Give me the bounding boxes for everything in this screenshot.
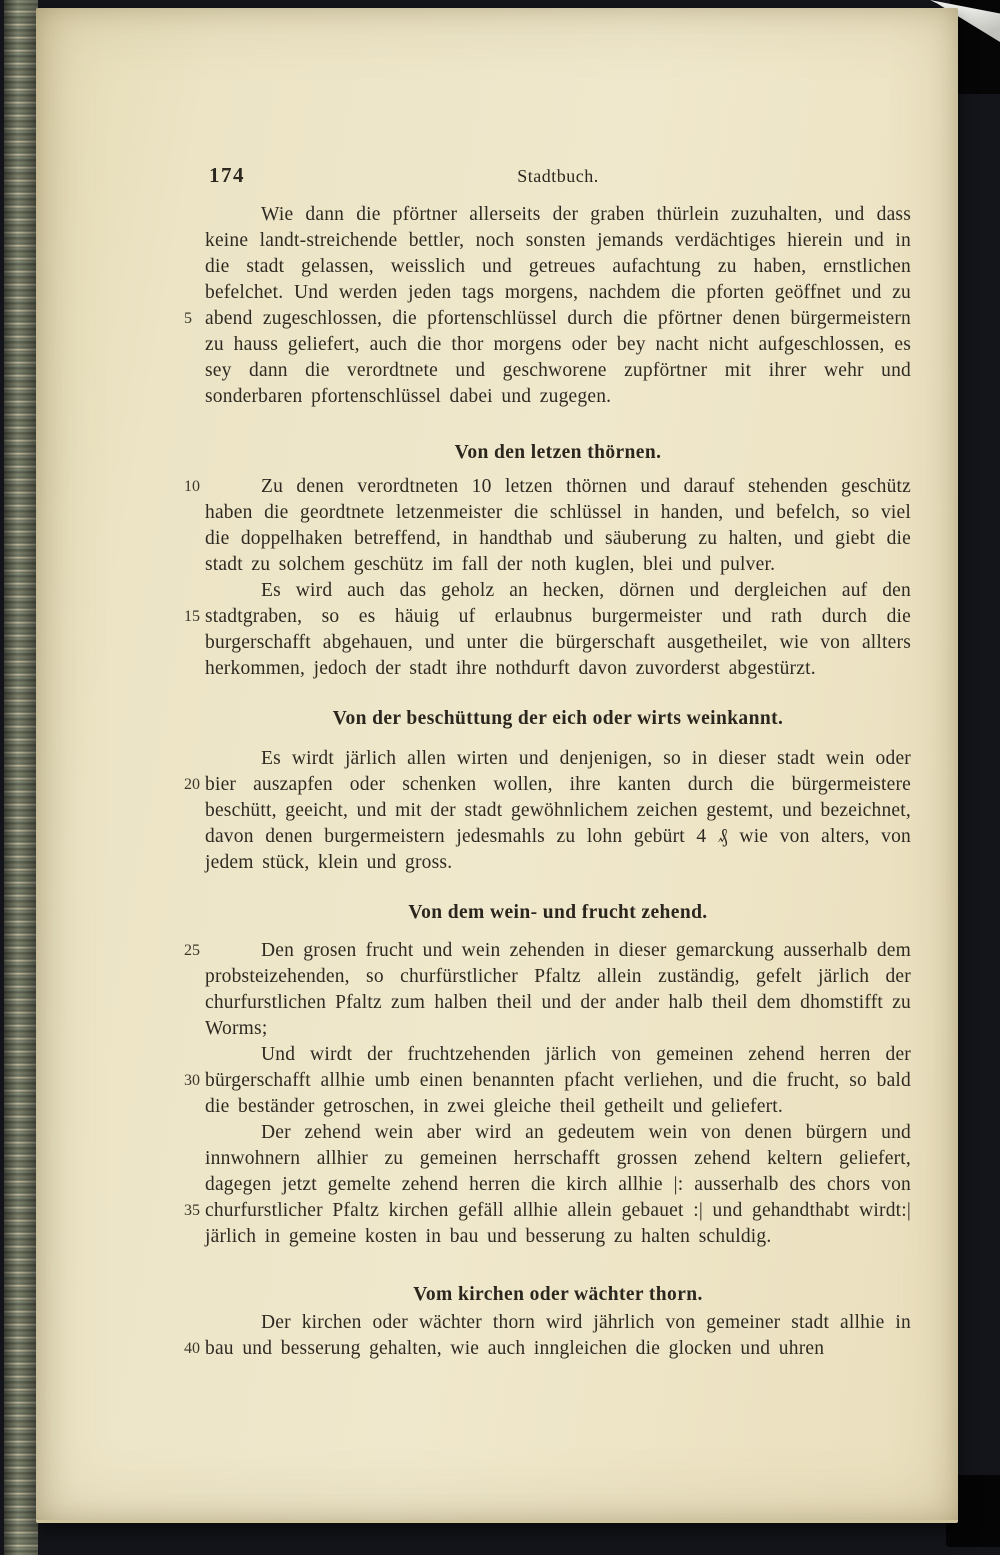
paragraph-weinkannt: Es wirdt järlich allen wirten und denjenigen, so in dieser stadt wein oder bier auszapfen oder schenken wollen, ihre kanten durch die bürgermeistere beschütt, geeicht, und mit der stadt gewöhnlichem zeichen gestemt, und bezeichnet, davon denen burgermeistern jedesmahls zu lohn gebürt 4 ₰ wie von alters, von jedem stück, klein und gross. — [205, 748, 911, 873]
section-heading-weinkannt: Von der beschüttung der eich oder wirts weinkannt. — [332, 708, 784, 729]
paragraph-zehend-3: Der zehend wein aber wird an gedeutem wein von denen bürgern und innwohnern allhier zu gemeinen herrschafft grossen zehend keltern geliefert, dagegen jetzt gemelte zehend herren die kirch allhie |: ausserhalb des chors von churfurstlicher Pfaltz kirchen gefäll allhie allein gebauet :| und gehandthabt wirdt:| järlich in gemeine kosten in bau und besserung zu halten schuldig. — [205, 1122, 911, 1247]
margin-line-number: 5 — [184, 310, 192, 327]
margin-line-number: 35 — [184, 1202, 200, 1219]
page-number: 174 — [209, 163, 245, 187]
paragraph-gates: Wie dann die pförtner allerseits der graben thürlein zuzuhalten, und dass keine landt-streichende bettler, noch sonsten jemands verdächtiges hierein und in die stadt gelassen, weisslich und getreues aufachtung zu haben, ernstlichen befelchet. Und werden jeden tags morgens, nachdem die pforten geöffnet und zu abend zugeschlossen, die pfortenschlüssel durch die pförtner denen bürgermeistern zu hauss geliefert, auch die thor morgens oder bey nacht nicht aufgeschlossen, es sey dann die verordtnete und geschworene zupförtner mit ihrer wehr und sonderbaren pfortenschlüssel dabei und zugegen. — [205, 204, 911, 407]
running-title: Stadtbuch. — [517, 166, 599, 186]
margin-line-number: 25 — [184, 942, 200, 959]
margin-line-number: 10 — [184, 478, 200, 495]
page-header — [205, 163, 911, 191]
margin-line-number: 40 — [184, 1340, 200, 1357]
section-heading-thorn: Vom kirchen oder wächter thorn. — [413, 1284, 703, 1305]
section-heading-thoernen: Von den letzen thörnen. — [454, 442, 662, 463]
margin-line-number: 30 — [184, 1072, 200, 1089]
margin-line-number: 15 — [184, 608, 200, 625]
paragraph-zehend-2: Und wirdt der fruchtzehenden järlich von gemeinen zehend herren der bürgerschafft allhie umb einen benannten pfacht verliehen, und die frucht, so bald die beständer getroschen, in zwei gleiche theil getheilt und geliefert. — [205, 1044, 911, 1117]
paragraph-geholz: Es wird auch das geholz an hecken, dörnen und dergleichen auf den stadtgraben, so es häuig uf erlaubnus burgermeister und rath durch die burgerschafft abgehauen, und unter die bürgerschaft ausgetheilet, wie von allters herkommen, jedoch der stadt ihre nothdurft davon zuvorderst abgestürzt. — [205, 580, 911, 679]
paragraph-thorn: Der kirchen oder wächter thorn wird jährlich von gemeiner stadt allhie in bau und besserung gehalten, wie auch inngleichen die glocken und uhren — [205, 1312, 911, 1359]
paragraph-letzenmeister: Zu denen verordtneten 10 letzen thörnen und darauf stehenden geschütz haben die geordtnete letzenmeister die schlüssel in handen, und befelch, so viel die doppelhaken betreffend, in handthab und säuberung zu halten, und giebt die stadt zu solchem geschütz im fall der noth kuglen, blei und pulver. — [205, 476, 911, 575]
book-page-edges — [4, 0, 38, 1555]
margin-line-number: 20 — [184, 776, 200, 793]
paragraph-zehend-1: Den grosen frucht und wein zehenden in dieser gemarckung ausserhalb dem probsteizehenden, so churfürstlicher Pfaltz allein zuständig, gefelt järlich der churfurstlichen Pfaltz zum halben theil und der ander halb theil dem dhomstifft zu Worms; — [205, 940, 911, 1039]
section-heading-zehend: Von dem wein- und frucht zehend. — [408, 902, 708, 923]
book-page — [36, 8, 958, 1523]
